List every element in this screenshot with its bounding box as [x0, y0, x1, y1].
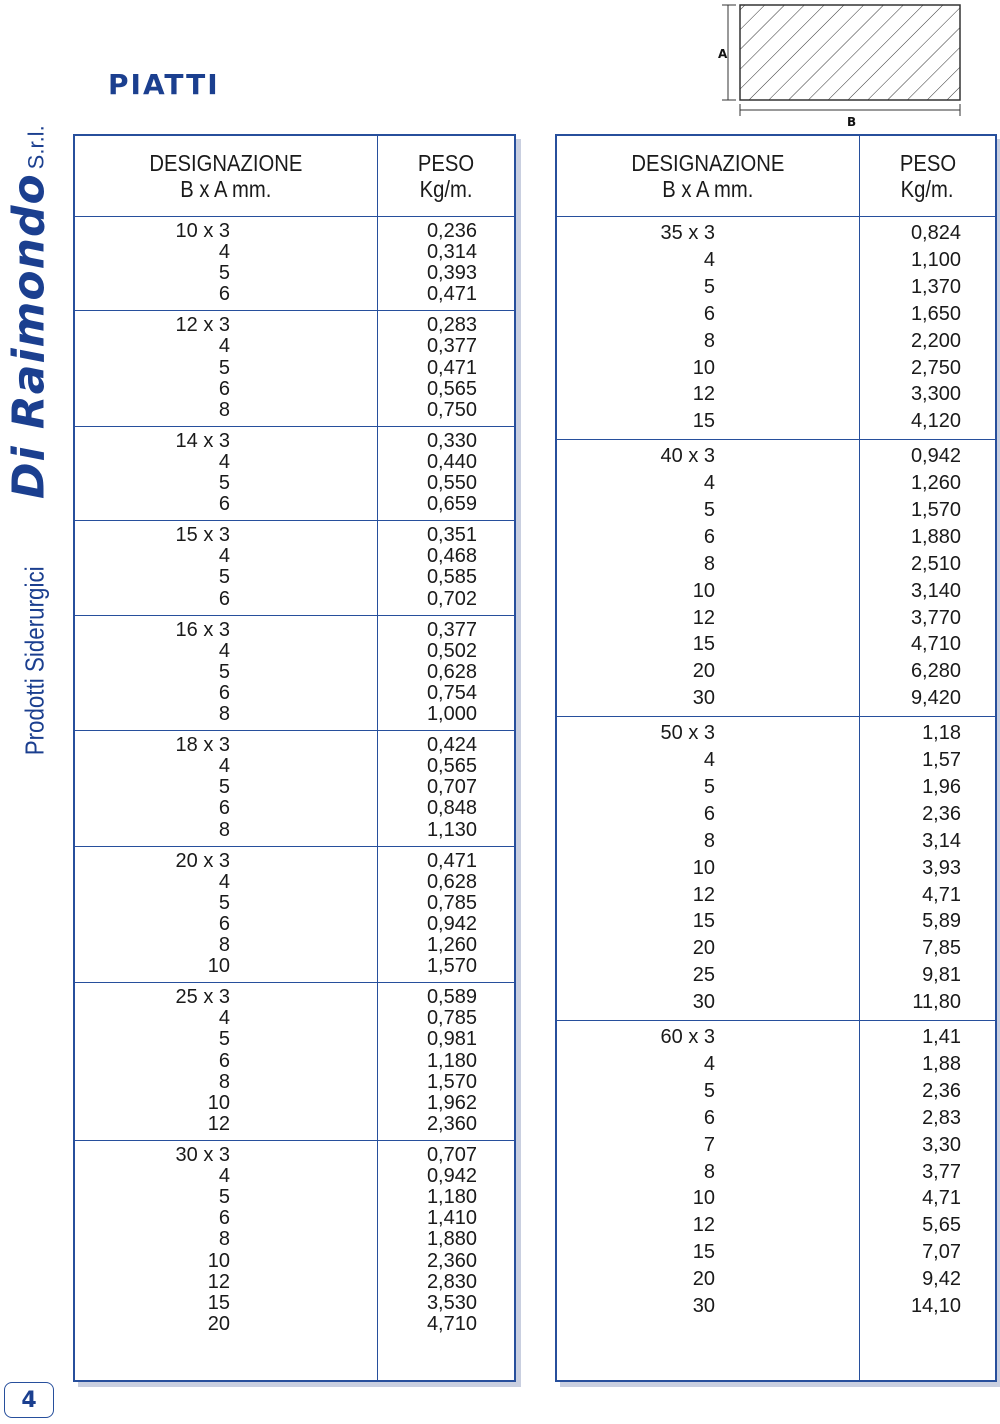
weight-cell: 4,710 [426, 1312, 477, 1335]
weight-cell: 3,14 [922, 829, 961, 852]
weight-cell: 7,07 [922, 1241, 961, 1264]
designation-cell: 6 [218, 797, 230, 820]
weight-cell: 1,260 [426, 934, 477, 957]
weight-cell: 0,785 [426, 1007, 477, 1030]
designation-cell: 10 [692, 856, 715, 879]
weight-cell: 3,77 [922, 1160, 961, 1183]
designation-cell: 8 [218, 398, 230, 421]
designation-cell: 5 [218, 566, 230, 589]
weight-cell: 2,83 [922, 1106, 961, 1129]
weight-cell: 0,659 [426, 493, 477, 516]
weight-cell: 2,200 [910, 329, 961, 352]
brand-suffix: S.r.l. [23, 125, 49, 170]
designation-cell: 6 [218, 681, 230, 704]
designation-cell: 8 [703, 329, 715, 352]
weight-cell: 1,100 [910, 248, 961, 271]
weight-cell: 2,36 [922, 1079, 961, 1102]
table-left [73, 134, 516, 1382]
weight-cell: 0,981 [426, 1028, 477, 1051]
designation-cell: 12 [692, 383, 715, 406]
header-designation: DESIGNAZIONE B x A mm. [557, 136, 859, 217]
weight-cell: 1,962 [426, 1091, 477, 1114]
designation-cell: 12 [692, 1214, 715, 1237]
weight-cell: 9,420 [910, 687, 961, 710]
page-title: PIATTI [108, 68, 220, 101]
weight-cell: 3,30 [922, 1133, 961, 1156]
designation-cell: 12 x 3 [175, 314, 230, 337]
designation-cell: 5 [218, 660, 230, 683]
designation-cell: 4 [703, 472, 715, 495]
designation-cell: 25 [692, 964, 715, 987]
designation-cell: 30 x 3 [175, 1144, 230, 1166]
weight-cell: 1,650 [910, 302, 961, 325]
designation-cell: 30 [692, 991, 715, 1014]
weight-cell: 0,393 [426, 262, 477, 285]
weight-cell: 5,89 [922, 910, 961, 933]
weight-cell: 2,360 [426, 1249, 477, 1272]
designation-cell: 4 [218, 545, 230, 568]
weight-cell: 2,360 [426, 1112, 477, 1135]
weight-cell: 0,565 [426, 377, 477, 400]
weight-cell: 5,65 [922, 1214, 961, 1237]
weight-cell: 0,440 [426, 450, 477, 473]
weight-cell: 3,93 [922, 856, 961, 879]
weight-cell: 1,880 [426, 1228, 477, 1251]
weight-cell: 3,300 [910, 383, 961, 406]
weight-cell: 2,750 [910, 356, 961, 379]
designation-cell: 15 [207, 1291, 230, 1314]
weight-cell: 1,41 [922, 1026, 961, 1049]
weight-cell: 1,130 [426, 818, 477, 841]
weight-cell: 0,502 [426, 639, 477, 662]
weight-cell: 0,785 [426, 891, 477, 914]
designation-cell: 20 x 3 [175, 849, 230, 872]
designation-cell: 5 [703, 498, 715, 521]
weight-cell: 0,468 [426, 545, 477, 568]
designation-cell: 15 [692, 910, 715, 933]
weight-cell: 11,80 [912, 991, 961, 1014]
size-group [75, 730, 514, 847]
weight-cell: 0,377 [426, 618, 477, 641]
weight-cell: 1,180 [426, 1186, 477, 1209]
designation-cell: 10 x 3 [175, 220, 230, 242]
designation-cell: 8 [218, 818, 230, 841]
weight-cell: 1,410 [426, 1207, 477, 1230]
weight-cell: 9,42 [922, 1268, 961, 1291]
designation-cell: 10 [692, 356, 715, 379]
designation-cell: 5 [218, 1186, 230, 1209]
designation-cell: 20 [207, 1312, 230, 1335]
designation-cell: 4 [218, 755, 230, 778]
designation-cell: 8 [703, 552, 715, 575]
header-weight: PESO Kg/m. [378, 136, 514, 217]
designation-cell: 6 [218, 377, 230, 400]
designation-cell: 20 [692, 1268, 715, 1291]
designation-cell: 25 x 3 [175, 986, 230, 1009]
weight-cell: 2,830 [426, 1270, 477, 1293]
size-group [75, 982, 514, 1141]
designation-cell: 5 [218, 472, 230, 495]
designation-cell: 30 [692, 1295, 715, 1318]
designation-cell: 4 [218, 241, 230, 264]
designation-cell: 6 [218, 493, 230, 516]
designation-cell: 8 [703, 1160, 715, 1183]
designation-cell: 35 x 3 [660, 222, 715, 244]
designation-cell: 8 [703, 829, 715, 852]
designation-cell: 6 [703, 302, 715, 325]
designation-cell: 12 [207, 1270, 230, 1293]
designation-cell: 16 x 3 [175, 618, 230, 641]
weight-cell: 1,96 [922, 775, 961, 798]
designation-cell: 15 [692, 633, 715, 656]
designation-cell: 8 [218, 1228, 230, 1251]
weight-cell: 1,370 [910, 275, 961, 298]
weight-cell: 0,754 [426, 681, 477, 704]
weight-cell: 1,880 [910, 525, 961, 548]
designation-cell: 10 [207, 955, 230, 978]
designation-cell: 6 [218, 283, 230, 306]
designation-cell: 5 [703, 275, 715, 298]
weight-cell: 3,530 [426, 1291, 477, 1314]
weight-cell: 1,180 [426, 1049, 477, 1072]
size-group [557, 216, 995, 440]
designation-cell: 5 [703, 775, 715, 798]
weight-cell: 0,377 [426, 335, 477, 358]
weight-cell: 1,18 [922, 722, 961, 745]
designation-cell: 4 [218, 1007, 230, 1030]
designation-cell: 5 [218, 776, 230, 799]
size-group [75, 615, 514, 732]
header-designation: DESIGNAZIONE B x A mm. [75, 136, 377, 217]
designation-cell: 4 [218, 450, 230, 473]
weight-cell: 1,000 [426, 703, 477, 726]
weight-cell: 4,71 [922, 883, 961, 906]
size-group [75, 520, 514, 615]
designation-cell: 4 [218, 870, 230, 893]
brand-vertical [3, 125, 55, 768]
weight-cell: 0,942 [426, 912, 477, 935]
weight-cell: 0,702 [426, 587, 477, 610]
weight-cell: 0,707 [426, 776, 477, 799]
hatched-section [740, 5, 960, 100]
designation-cell: 12 [692, 606, 715, 629]
designation-cell: 12 [692, 883, 715, 906]
designation-cell: 12 [207, 1112, 230, 1135]
weight-cell: 2,510 [910, 552, 961, 575]
designation-cell: 10 [692, 1187, 715, 1210]
designation-cell: 4 [703, 248, 715, 271]
designation-cell: 6 [703, 802, 715, 825]
table-right [555, 134, 997, 1382]
weight-cell: 0,942 [426, 1165, 477, 1188]
designation-cell: 4 [218, 639, 230, 662]
size-group [75, 310, 514, 427]
designation-cell: 20 [692, 660, 715, 683]
designation-cell: 5 [218, 356, 230, 379]
dimension-label-b: B [847, 115, 857, 129]
dimension-label-a: A [718, 47, 728, 61]
size-group [557, 439, 995, 717]
weight-cell: 0,424 [426, 734, 477, 757]
weight-cell: 0,236 [426, 220, 477, 242]
designation-cell: 6 [218, 1049, 230, 1072]
designation-cell: 6 [218, 1207, 230, 1230]
brand-name: Di Raimondo [3, 173, 55, 500]
weight-cell: 1,570 [910, 498, 961, 521]
weight-cell: 1,57 [922, 749, 961, 772]
weight-cell: 14,10 [910, 1295, 961, 1318]
weight-cell: 0,750 [426, 398, 477, 421]
weight-cell: 0,824 [910, 222, 961, 244]
designation-cell: 8 [218, 934, 230, 957]
designation-cell: 6 [218, 912, 230, 935]
weight-cell: 1,570 [426, 955, 477, 978]
size-group [557, 1020, 995, 1324]
weight-cell: 4,710 [910, 633, 961, 656]
designation-cell: 6 [703, 1106, 715, 1129]
designation-cell: 8 [218, 1070, 230, 1093]
designation-cell: 10 [207, 1091, 230, 1114]
designation-cell: 15 [692, 1241, 715, 1264]
designation-cell: 5 [218, 891, 230, 914]
brand-logo [4, 125, 55, 499]
designation-cell: 14 x 3 [175, 429, 230, 452]
designation-cell: 7 [703, 1133, 715, 1156]
weight-cell: 0,330 [426, 429, 477, 452]
weight-cell: 4,120 [910, 410, 961, 433]
weight-cell: 1,570 [426, 1070, 477, 1093]
weight-cell: 0,707 [426, 1144, 477, 1166]
weight-cell: 6,280 [910, 660, 961, 683]
designation-cell: 30 [692, 687, 715, 710]
designation-cell: 15 x 3 [175, 524, 230, 547]
designation-cell: 4 [218, 1165, 230, 1188]
designation-cell: 8 [218, 703, 230, 726]
designation-cell: 5 [218, 262, 230, 285]
brand-subtitle: Prodotti Siderurgici [19, 566, 50, 756]
weight-cell: 0,314 [426, 241, 477, 264]
designation-cell: 4 [703, 749, 715, 772]
page-number: 4 [4, 1382, 54, 1418]
size-group [75, 846, 514, 984]
weight-cell: 0,848 [426, 797, 477, 820]
designation-cell: 6 [703, 525, 715, 548]
designation-cell: 10 [207, 1249, 230, 1272]
weight-cell: 1,88 [922, 1052, 961, 1075]
size-group [557, 716, 995, 1021]
header-weight: PESO Kg/m. [860, 136, 995, 217]
designation-cell: 5 [703, 1079, 715, 1102]
designation-cell: 6 [218, 587, 230, 610]
weight-cell: 0,565 [426, 755, 477, 778]
weight-cell: 0,471 [426, 849, 477, 872]
size-group [75, 1140, 514, 1340]
weight-cell: 0,585 [426, 566, 477, 589]
designation-cell: 50 x 3 [660, 722, 715, 745]
weight-cell: 0,942 [910, 445, 961, 468]
weight-cell: 7,85 [922, 937, 961, 960]
designation-cell: 4 [703, 1052, 715, 1075]
designation-cell: 15 [692, 410, 715, 433]
weight-cell: 0,283 [426, 314, 477, 337]
designation-cell: 20 [692, 937, 715, 960]
weight-cell: 0,589 [426, 986, 477, 1009]
weight-cell: 0,628 [426, 870, 477, 893]
designation-cell: 18 x 3 [175, 734, 230, 757]
weight-cell: 0,471 [426, 283, 477, 306]
weight-cell: 0,550 [426, 472, 477, 495]
designation-cell: 40 x 3 [660, 445, 715, 468]
weight-cell: 0,351 [426, 524, 477, 547]
designation-cell: 10 [692, 579, 715, 602]
brand-text [4, 125, 55, 770]
weight-cell: 0,628 [426, 660, 477, 683]
weight-cell: 0,471 [426, 356, 477, 379]
weight-cell: 9,81 [922, 964, 961, 987]
cross-section-diagram [708, 2, 968, 130]
designation-cell: 60 x 3 [660, 1026, 715, 1049]
designation-cell: 5 [218, 1028, 230, 1051]
weight-cell: 4,71 [922, 1187, 961, 1210]
designation-cell: 4 [218, 335, 230, 358]
size-group [75, 216, 514, 311]
weight-cell: 1,260 [910, 472, 961, 495]
weight-cell: 2,36 [922, 802, 961, 825]
size-group [75, 426, 514, 521]
weight-cell: 3,770 [910, 606, 961, 629]
weight-cell: 3,140 [910, 579, 961, 602]
